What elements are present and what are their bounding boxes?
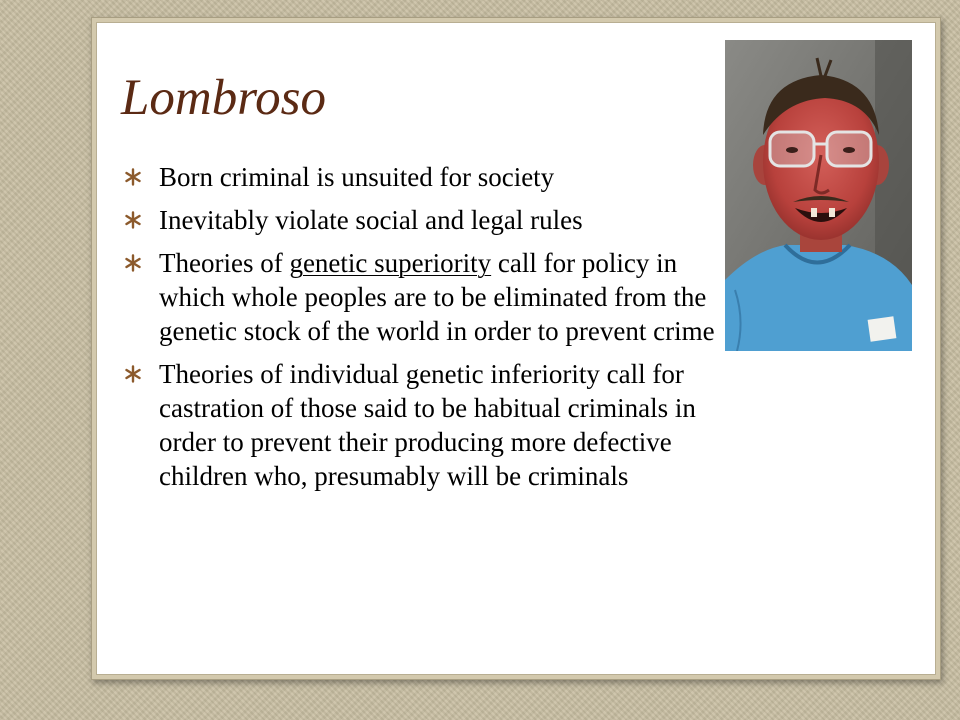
bullet-text: Born criminal is unsuited for society bbox=[159, 162, 555, 192]
bullet-list bbox=[124, 160, 724, 502]
slide-title: Lombroso bbox=[121, 70, 326, 126]
bullet-item bbox=[124, 160, 724, 194]
bullet-item bbox=[124, 246, 724, 348]
bullet-item bbox=[124, 203, 724, 237]
portrait-illustration bbox=[725, 40, 912, 351]
portrait-photo bbox=[725, 40, 912, 351]
asterisk-bullet-icon bbox=[124, 168, 142, 186]
bullet-item bbox=[124, 357, 724, 493]
bullet-text: Theories of individual genetic inferiority call for castration of those said to be habitual criminals in order to prevent their producing more defective children who, presumably will be criminals bbox=[159, 359, 696, 491]
bullet-text-after: call for policy in which whole peoples are to be eliminated from the genetic stock of the world in order to prevent crime bbox=[159, 248, 715, 346]
asterisk-bullet-icon bbox=[124, 365, 142, 383]
bullet-text-before: Theories of bbox=[159, 248, 290, 278]
underlined-term: genetic superiority bbox=[289, 248, 492, 278]
asterisk-bullet-icon bbox=[124, 211, 142, 229]
asterisk-bullet-icon bbox=[124, 254, 142, 272]
bullet-text: Inevitably violate social and legal rules bbox=[159, 205, 583, 235]
